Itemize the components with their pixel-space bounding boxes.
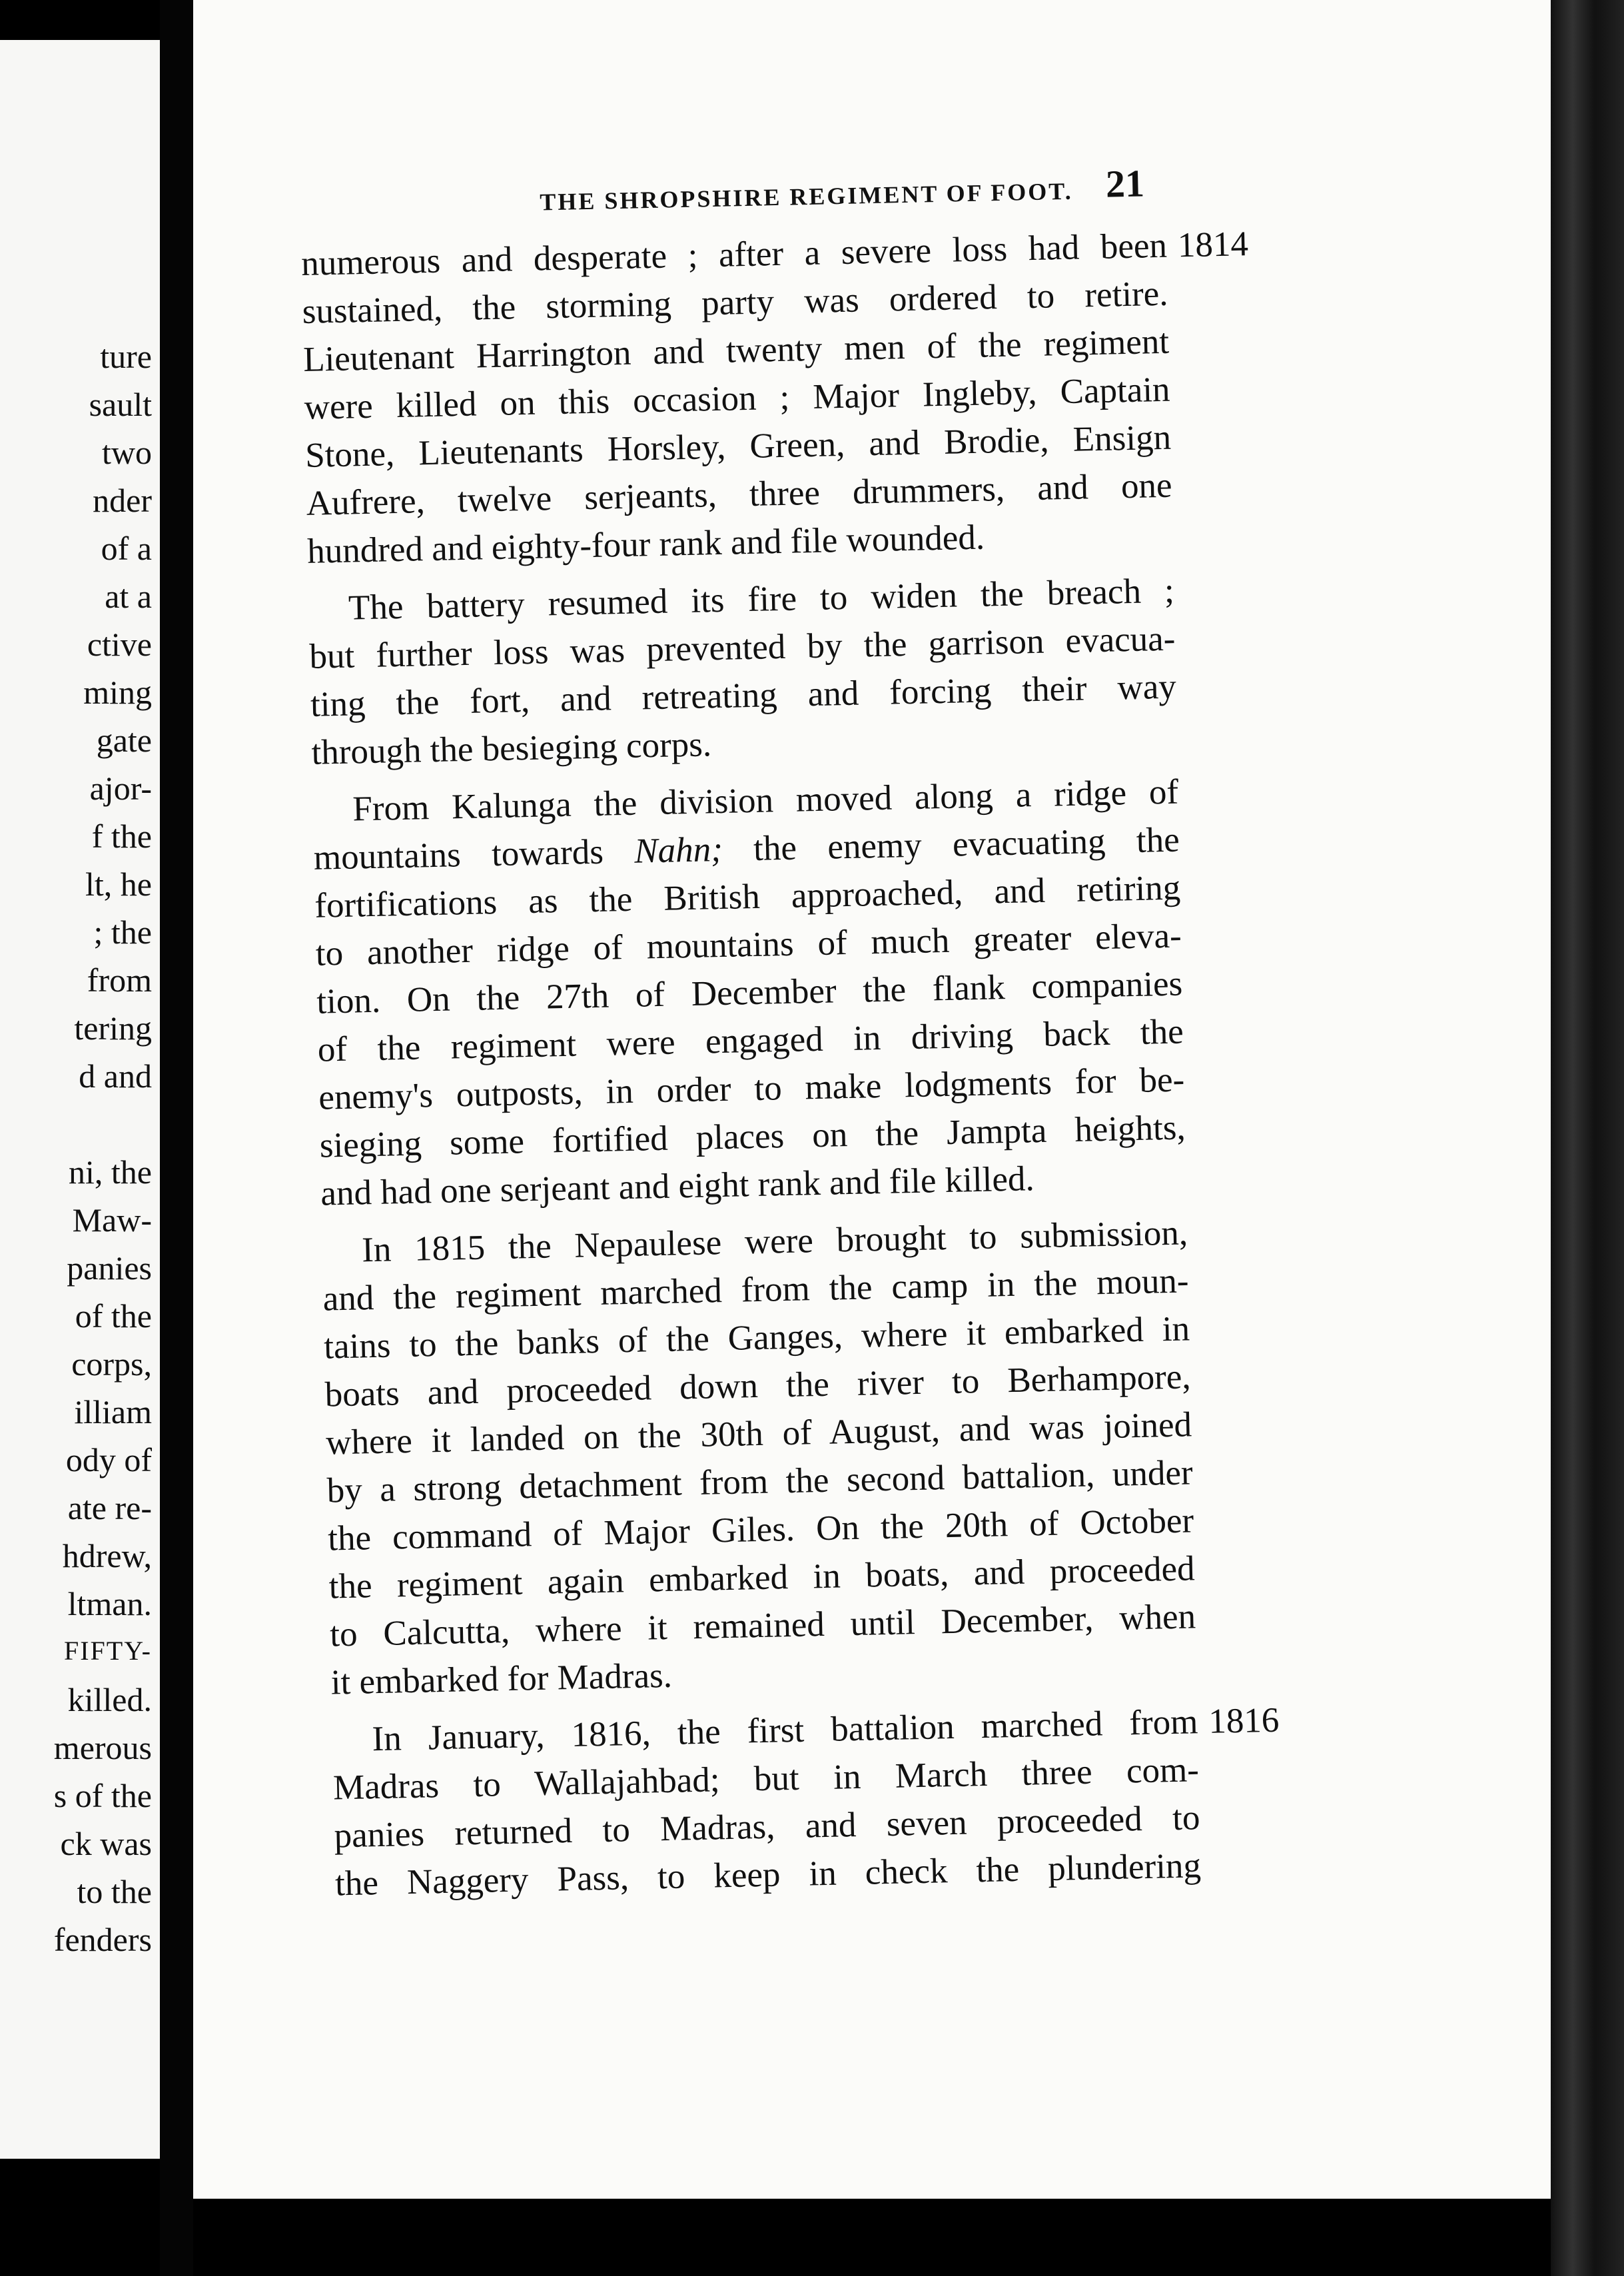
text-line: In 1815 the Nepaulese were brought to submission, xyxy=(361,1213,1188,1270)
text-line: The battery resumed its fire to widen the breach ; xyxy=(348,571,1175,628)
text-line: panies returned to Madras, and seven proceeded to xyxy=(334,1798,1200,1856)
left-line: corps, xyxy=(71,1345,152,1383)
text-fragment: mountains towards xyxy=(313,832,604,877)
text-line: hundred and eighty-four rank and file wounded. xyxy=(306,518,985,571)
left-line: ture xyxy=(100,338,152,375)
left-line: nder xyxy=(93,482,152,519)
left-line: from xyxy=(87,961,152,999)
margin-year: 1814 xyxy=(1177,225,1249,265)
left-line: killed. xyxy=(67,1681,152,1718)
text-line: through the besieging corps. xyxy=(310,725,712,772)
left-line: of a xyxy=(101,530,152,567)
text-line: the regiment again embarked in boats, and proceeded xyxy=(328,1549,1196,1606)
text-line: fortifications as the British approached, and retiring xyxy=(314,868,1181,925)
text-line: sieging some fortified places on the Jampta heights, xyxy=(319,1108,1186,1165)
text-line: the Naggery Pass, to keep in check the plundering xyxy=(334,1846,1202,1904)
left-line: ck was xyxy=(60,1825,152,1862)
text-line: Madras to Wallajahbad; but in March three com- xyxy=(332,1750,1200,1808)
text-line: to another ridge of mountains of much greater eleva- xyxy=(315,916,1182,973)
left-line: f the xyxy=(91,818,152,855)
left-line: panies xyxy=(67,1249,152,1287)
text-line-content: In January, 1816, the first battalion marched from xyxy=(372,1702,1198,1759)
left-line: ate re- xyxy=(67,1489,152,1526)
left-line: hdrew, xyxy=(62,1537,152,1574)
text-line: where it landed on the 30th of August, and was joined xyxy=(325,1405,1192,1462)
left-line: ; the xyxy=(93,913,152,951)
left-line: ming xyxy=(83,674,152,711)
text-fragment: the enemy evacuating the xyxy=(753,820,1180,868)
text-line: and the regiment marched from the camp in the moun- xyxy=(322,1261,1190,1319)
page-number: 21 xyxy=(1105,161,1145,206)
left-line: fenders xyxy=(53,1921,152,1958)
left-line: of the xyxy=(75,1297,152,1335)
left-line: Maw- xyxy=(72,1201,152,1239)
book-edge xyxy=(1551,0,1624,2276)
left-line: two xyxy=(102,434,152,471)
left-line: s of the xyxy=(53,1777,152,1814)
right-page xyxy=(193,0,1559,2199)
text-line: enemy's outposts, in order to make lodgments for be- xyxy=(318,1060,1185,1117)
margin-year: 1816 xyxy=(1208,1700,1280,1741)
text-line-content: numerous and desperate ; after a severe loss had been xyxy=(300,226,1168,283)
text-line: tains to the banks of the Ganges, where it embarked in xyxy=(323,1309,1190,1367)
left-line: ltman. xyxy=(67,1585,152,1622)
text-line: Lieutenant Harrington and twenty men of the regiment xyxy=(302,322,1170,379)
text-line: tion. On the 27th of December the flank companies xyxy=(316,964,1183,1021)
text-line: Stone, Lieutenants Horsley, Green, and Brodie, Ensign xyxy=(304,418,1172,475)
text-line: by a strong detachment from the second battalion, under xyxy=(326,1453,1194,1510)
text-line: From Kalunga the division moved along a ridge of xyxy=(352,772,1179,829)
text-line: but further loss was prevented by the garrison evacua- xyxy=(308,619,1176,676)
book-gutter xyxy=(160,0,193,2276)
left-line: ni, the xyxy=(69,1153,152,1191)
left-page-fragment xyxy=(0,40,160,2159)
left-line: ajor- xyxy=(89,770,152,807)
left-line: d and xyxy=(79,1057,152,1095)
text-line: to Calcutta, where it remained until December, when xyxy=(329,1597,1196,1654)
page-content xyxy=(300,161,1280,1904)
left-line: ody of xyxy=(65,1441,152,1478)
text-line: ting the fort, and retreating and forcing their way xyxy=(310,667,1177,724)
text-line: were killed on this occasion ; Major Ingleby, Captain xyxy=(304,370,1171,427)
left-line: merous xyxy=(53,1729,152,1766)
text-line: the command of Major Giles. On the 20th of October xyxy=(327,1501,1194,1558)
left-line: gate xyxy=(96,722,152,759)
left-line: at a xyxy=(105,578,152,615)
text-line: boats and proceeded down the river to Berhampore, xyxy=(324,1357,1192,1415)
text-line: it embarked for Madras. xyxy=(330,1656,673,1702)
text-line: of the regiment were engaged in driving back the xyxy=(317,1012,1184,1069)
body-text xyxy=(300,222,1280,1908)
left-line: FIFTY- xyxy=(63,1636,152,1666)
left-line: illiam xyxy=(74,1393,152,1430)
left-line: to the xyxy=(77,1873,152,1910)
place-name-italic: Nahn; xyxy=(633,830,723,871)
text-line: sustained, the storming party was ordered to retire. xyxy=(302,274,1169,331)
text-line: Aufrere, twelve serjeants, three drummers, and one xyxy=(306,466,1173,523)
text-line: and had one serjeant and eight rank and file killed. xyxy=(320,1159,1035,1213)
left-line: tering xyxy=(74,1009,152,1047)
left-line: ctive xyxy=(87,626,152,663)
left-line: lt, he xyxy=(85,865,152,903)
left-line: sault xyxy=(89,386,152,423)
running-head: THE SHROPSHIRE REGIMENT OF FOOT. xyxy=(539,177,1074,216)
